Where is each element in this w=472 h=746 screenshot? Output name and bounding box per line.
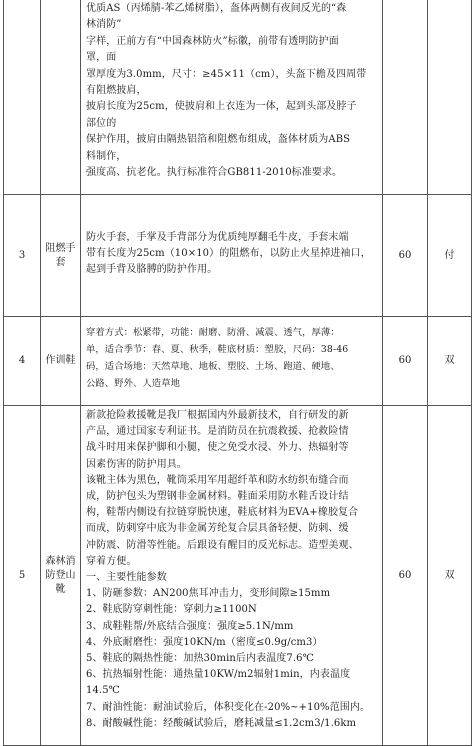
- row-number-cell: 5: [4, 406, 41, 746]
- description-line: 罩，面: [86, 52, 117, 64]
- quantity-cell: 60: [383, 406, 428, 746]
- description-line: 保护作用，披肩由隔热铝箔和阻燃布组成，盔体材质为ABS: [86, 134, 351, 146]
- description-line: 战斗时用来保护脚和小腿，使之免受水浸、外力、热辐射等: [86, 442, 349, 454]
- row-number-cell: [4, 0, 41, 195]
- description-line: 5、鞋底的隔热性能：加热30min后内表温度7.6℃: [86, 653, 314, 665]
- item-name-cell: 森林消防登山靴: [41, 406, 81, 746]
- description-line: 罩厚度为3.0mm，尺寸：≥45×11（cm），头盔下檐及四周带: [86, 68, 367, 80]
- description-line: 4、外底耐磨性：强度10KN/m（密度≤0.9g/cm3）: [86, 636, 323, 648]
- description-line: 带有长度为25cm（10×10）的阻燃布，以防止火星掉进袖口，: [86, 248, 371, 259]
- table-row: [4, 406, 472, 746]
- description-line: 7、耐油性能：耐油试验后，体积变化在-20%~+10%范围内。: [86, 701, 371, 713]
- row-number-cell: 3: [4, 195, 41, 317]
- table-row: [4, 0, 472, 195]
- description-line: 2、鞋底防穿刺性能：穿刺力≥1100N: [86, 604, 257, 616]
- description-line: 公路、野外、人造草地: [86, 378, 180, 389]
- description-line: 8、耐酸碱性能：经酸碱试验后，磨耗减量≤1.2cm3/1.6km: [86, 717, 357, 729]
- unit-cell: 双: [428, 406, 472, 746]
- description-line: 1、防砸参数：AN200焦耳冲击力，变形间隙≥15mm: [86, 588, 331, 600]
- table-row: [4, 195, 472, 317]
- item-description-cell: [81, 0, 383, 195]
- description-line: 优质AS（丙烯腈-苯乙烯树脂），盔体两侧有夜间反光的“森: [86, 3, 347, 14]
- unit-cell: 双: [428, 317, 472, 406]
- item-name-cell: 阻燃手套: [41, 195, 81, 317]
- description-line: 而成，防刺穿中底为非金属芳纶复合层具备轻便、防刺、缓: [86, 523, 349, 535]
- unit-cell: [428, 0, 472, 195]
- description-line: 林消防”: [86, 19, 122, 31]
- description-line: 构，鞋帮内侧设有拉链穿脱快速，鞋底材料为EVA+橡胶复合: [86, 507, 359, 519]
- description-line: 单，适合季节：春、夏、秋季，鞋底材质：塑胶，尺码：38-46: [86, 344, 349, 355]
- description-line: 强度高、抗老化。执行标准符合GB811-2010标准要求。: [86, 167, 343, 179]
- item-name-cell: [41, 0, 81, 195]
- description-line: 冲防震、防滑等性能。后跟设有醒目的反光标志。造型美观、: [86, 539, 359, 551]
- item-description-cell: [81, 195, 383, 317]
- equipment-spec-table: [3, 0, 472, 746]
- description-line: 码，适合场地：天然草地、地板、塑胶、土场、跑道、硬地、: [86, 361, 340, 372]
- description-line: 防火手套，手掌及手背部分为优质纯厚翻毛牛皮，手套末端: [86, 232, 349, 243]
- description-line: 起到手背及胳膊的防护作用。: [86, 264, 218, 275]
- item-name-cell: 作训鞋: [41, 317, 81, 406]
- description-line: 料制作，: [86, 150, 127, 162]
- description-line: 产品，通过国家专利证书。是消防员在抗震救援、抢救险情: [86, 426, 349, 438]
- description-line: 部位的: [86, 117, 117, 129]
- table-row: [4, 317, 472, 406]
- row-number-cell: 4: [4, 317, 41, 406]
- description-line: 因素伤害的防护用具。: [86, 458, 187, 470]
- description-line: 有阻燃披肩，: [86, 85, 147, 97]
- description-line: 3、成鞋鞋帮/外底结合强度：强度≥5.1N/mm: [86, 620, 294, 632]
- description-line: 6、抗热辐射性能：通热量10KW/m2辐射1min，内表温度: [86, 669, 351, 681]
- description-line: 穿着方式：松紧带，功能：耐磨、防滑、减震、透气，厚薄：: [86, 327, 340, 338]
- quantity-cell: [383, 0, 428, 195]
- quantity-cell: 60: [383, 195, 428, 317]
- unit-cell: 付: [428, 195, 472, 317]
- description-line: 穿着方便。: [86, 555, 137, 567]
- description-line: 字样，正前方有“中国森林防火”标徽，前带有透明防护面: [86, 35, 339, 47]
- description-line: 一、主要性能参数: [86, 572, 167, 584]
- item-description-cell: [81, 317, 383, 406]
- quantity-cell: 60: [383, 317, 428, 406]
- description-line: 14.5℃: [86, 685, 120, 697]
- description-line: 成，防护包头为塑钢非金属材料。鞋面采用防水鞋舌设计结: [86, 491, 349, 503]
- description-line: 新款抢险救援靴是我厂根据国内外最新技术，自行研发的新: [86, 410, 349, 421]
- description-line: 该靴主体为黑色，靴筒采用军用超纤革和防水纺织布缝合而: [86, 474, 349, 486]
- item-description-cell: [81, 406, 383, 746]
- description-line: 披肩长度为25cm，使披肩和上衣连为一体，起到头部及脖子: [86, 101, 357, 113]
